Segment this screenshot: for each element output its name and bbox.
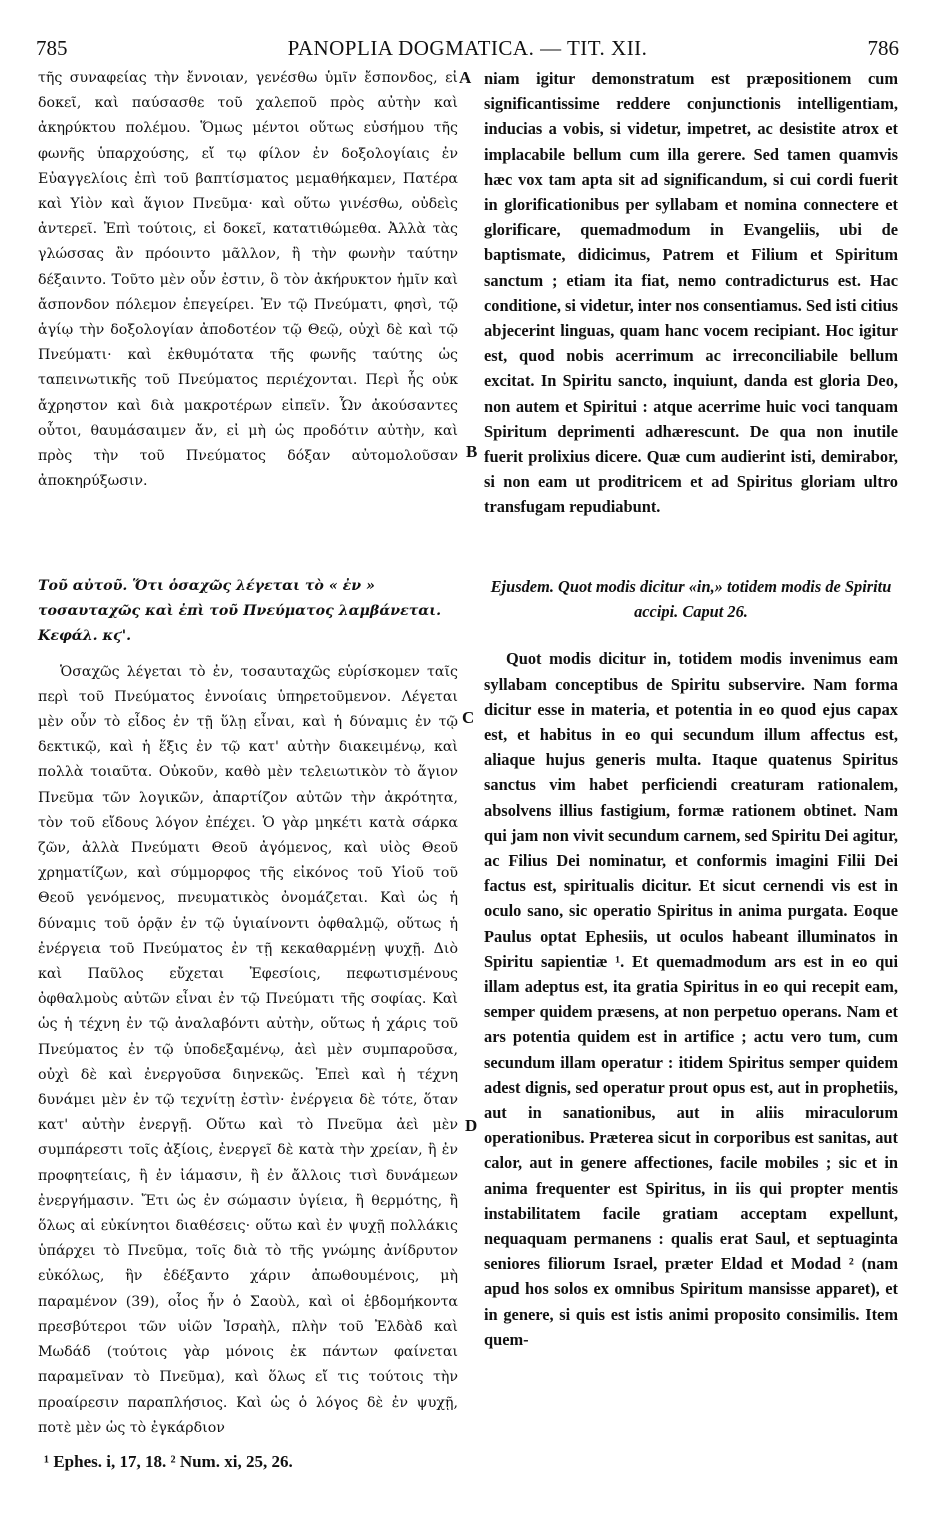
greek-body-text: Ὁσαχῶς λέγεται τὸ ἐν, τοσαυταχῶς εὑρίσκομεν ταῖς περὶ τοῦ Πνεύματος ἐννοίαις ὑπηρετοῦμενον. Λέγεται μὲν οὖν τὸ εἶδος ἐν τῇ ὕλῃ εἶναι, καὶ ἡ δύναμις ἐν τῷ δεκτικῷ, καὶ ἡ ἕξις ἐν τῷ κατ' αὐτὴν διακειμένῳ, καὶ πολλὰ τοιαῦτα. Οὐκοῦν, καθὸ μὲν τελειωτικὸν τὸ ἅγιον Πνεῦμα τῶν λογικῶν, ἀπαρτίζον αὐτῶν τὴν ἀκρότητα, τὸν τοῦ εἴδους λόγον ἐπέχει. Ὁ γὰρ μηκέτι κατὰ σάρκα ζῶν, ἀλλὰ Πνεύματι Θεοῦ ἀγόμενος, καὶ υἱὸς Θεοῦ χρηματίζων, καὶ σύμμορφος τῆς εἰκόνος τοῦ Υἱοῦ τοῦ Θεοῦ γενόμενος, πνευματικὸς ὀνομάζεται. Καὶ ὡς ἡ δύναμις τοῦ ὁρᾷν ἐν τῷ ὑγιαίνοντι ὀφθαλμῷ, οὕτως ἡ ἐνέργεια τοῦ Πνεύματος ἐν τῇ κεκαθαρμένῃ ψυχῇ. Διὸ καὶ Παῦλος εὔχεται Ἐφεσίοις, πεφωτισμένους ὀφθαλμοὺς αὐτῶν εἶναι ἐν τῷ Πνεύματι τῆς σοφίας. Καὶ ὡς ἡ τέχνη ἐν τῷ ἀναλαβόντι αὐτὴν, οὕτως ἡ χάρις τοῦ Πνεύματος ἐν τῷ ὑποδεξαμένῳ, ἀεὶ μὲν συμπαροῦσα, οὐχὶ δὲ καὶ ἐνεργοῦσα διηνεκῶς. Ἐπεὶ καὶ ἡ τέχνη δυνάμει μὲν ἐν τῷ τεχνίτῃ ἐστὶν· ἐνέργεια δὲ τότε, ὅταν κατ' αὐτὴν ἐνεργῇ. Οὕτω καὶ τὸ Πνεῦμα ἀεὶ μὲν συμπάρεστι τοῖς ἀξίοις, ἐνεργεῖ δὲ κατὰ τὴν χρείαν, ἢ ἐν προφητείαις, ἢ ἐν ἰάμασιν, ἢ ἐν ἄλλοις τισὶ δυνάμεων ἐνεργήμασιν. Ἔτι ὡς ἐν σώμασιν ὑγίεια, ἢ θερμότης, ἢ ὅλως αἱ εὐκίνητοι διαθέσεις· οὕτω καὶ ἐν ψυχῇ πολλάκις ὑπάρχει τὸ Πνεῦμα, τοῖς διὰ τὸ τῆς γνώμης ἀνίδρυτον εὐκόλως, ἣν ἐδέξαντο χάριν ἀπωθουμένοις, μὴ παραμένον (39), οἷος ἦν ὁ Σαοὺλ, καὶ οἱ ἑβδομήκοντα πρεσβύτεροι τῶν υἱῶν Ἰσραὴλ, πλὴν τοῦ Ἐλδὰδ καὶ Μωδάδ (τούτοις γὰρ μόνοις ἐκ πάντων φαίνεται παραμεῖναν τὸ Πνεῦμα), καὶ ὅλως εἴ τις τούτοις τὴν προαίρεσιν παραπλήσιος. Καὶ ὡς ὁ λόγος δὲ ἐν ψυχῇ, ποτὲ μὲν ὡς τὸ ἐγκάρδιον <box>38 663 458 1436</box>
greek-top-text <box>38 66 458 494</box>
greek-section <box>38 574 458 1441</box>
footnotes: ¹ Ephes. i, 17, 18. ² Num. xi, 25, 26. <box>44 1452 293 1471</box>
page-header <box>36 36 899 62</box>
running-title: PANOPLIA DOGMATICA. — TIT. XII. <box>287 36 648 60</box>
margin-marker-a: A <box>459 68 472 87</box>
latin-body-text: Quot modis dicitur in, totidem modis invenimus eam syllabam conceptibus de Spiritu subservire. Nam forma dicitur esse in materia, et potentia in eo quod ejus capax est, et habitus in eo qui secundum illum affectus est, aliaque hujus generis multa. Itaque quatenus Spiritus sanctus vim habet perficiendi creaturam rationalem, absolvens illius fastigium, formæ rationem obtinet. Nam qui jam non vivit secundum carnem, sed Spiritu Dei agitur, ac Filius Dei nominatur, et conformis imagini Filii Dei factus est, spiritualis dicitur. Et sicut cernendi vis est in oculo sano, sic operatio Spiritus in anima purgata. Eoque Paulus optat Ephesiis, ut oculos habeant illuminatos in Spiritu sapientiæ ¹. Et quemadmodum ars est in eo qui illam adeptus est, ita gratia Spiritus in eo qui recepit eam, semper quidem præsens, at non perpetuo operans. Nam et ars potentia quidem est in artifice ; actu vero tum, cum secundum illam operatur : itidem Spiritus semper quidem adest dignis, sed operatur prout opus est, aut in prophetiis, aut in sanationibus, aut in aliis miraculorum operationibus. Præterea sicut in corporibus est sanitas, aut calor, aut in genere affectiones, facile mobiles ; sic et in anima frequenter est Spiritus, in iis qui propter mentis instabilitatem facile gratiam acceptam expellunt, nequaquam permanens : qualis erat Saul, et septuaginta seniores filiorum Israel, præter Eldad et Modad ² (nam apud hos solos ex omnibus Spiritum mansisse apparet), et in genere, si quis est istis animi proposito consimilis. Item quem- <box>484 649 898 1349</box>
margin-marker-b: B <box>466 442 478 461</box>
margin-marker-c: C <box>462 708 475 727</box>
greek-paragraph-1: τῆς συναφείας τὴν ἔννοιαν, γενέσθω ὑμῖν ἔσπονδος, εἰ δοκεῖ, καὶ παύσασθε τοῦ χαλεποῦ πρὸς αὐτὴν καὶ ἀκηρύκτου πολέμου. Ὅμως μέντοι οὕτως εὐσήμου τῆς φωνῆς ὑπαρχούσης, εἴ τῳ φίλον ἐν δοξολογίαις ἐν Εὐαγγελίοις ἐπὶ τοῦ βαπτίσματος μεμαθήκαμεν, Πατέρα καὶ Υἱὸν καὶ ἅγιον Πνεῦμα· καὶ οὕτω γινέσθω, οὐδεὶς ἀντερεῖ. Ἐπὶ τούτοις, εἰ δοκεῖ, κατατιθώμεθα. Ἀλλὰ τὰς γλώσσας ἂν πρόοιντο μᾶλλον, ἢ τὴν φωνὴν ταύτην δέξαιντο. Τοῦτο μὲν οὖν ἐστιν, ὃ τὸν ἀκήρυκτον ἡμῖν καὶ ἄσπονδον πόλεμον ἐπεγείρει. Ἐν τῷ Πνεύματι, φησὶ, τῷ ἁγίῳ τὴν δοξολογίαν ἀποδοτέον τῷ Θεῷ, οὐχὶ δὲ καὶ τῷ Πνεύματι· καὶ ἐκθυμότατα τῆς φωνῆς ταύτης ὡς ταπεινωτικῆς τοῦ Πνεύματος περιέχονται. Περὶ ἧς οὐκ ἄχρηστον καὶ διὰ μακροτέρων εἰπεῖν. Ὧν ἀκούσαντες οὗτοι, θαυμάσαιμεν ἄν, εἰ μὴ ὡς προδότιν αὐτὴν, καὶ πρὸς τὴν τοῦ Πνεύματος δόξαν αὐτομολοῦσαν ἀποκηρύξωσιν. <box>38 70 458 490</box>
greek-section-title: Τοῦ αὐτοῦ. Ὅτι ὁσαχῶς λέγεται τὸ « ἐν » τοσαυταχῶς καὶ ἐπὶ τοῦ Πνεύματος λαμβάνεται. Κεφάλ. κϛ'. <box>38 578 442 645</box>
latin-section <box>484 574 898 1352</box>
left-page-number: 785 <box>36 36 68 60</box>
latin-top-text <box>484 66 898 520</box>
latin-section-title: Ejusdem. Quot modis dicitur «in,» totidem modis de Spiritu accipi. Caput 26. <box>490 577 892 622</box>
latin-paragraph-1: niam igitur demonstratum est præpositionem cum significantissime reddere conjunctionis intelligentiam, inducias a vobis, si videtur, impetret, ac desistite atrox et implacabile bellum cum illa gerere. Sed tamen quamvis hæc vox tam apta sit ad significandum, si cui cordi fuerit in glorificationibus per syllabam et nomina connectere et glorificare, quemadmodum in Evangeliis, ubi de baptismate, didicimus, Patrem et Filium et Spiritum sanctum ; etiam ita fiat, nemo contradicturus est. Hac conditione, si videtur, inter nos consentiamus. Sed isti citius abjecerint linguas, quam hanc vocem recipiant. Hoc igitur est, quod nobis acerrimum ac irreconciliabile bellum excitat. In Spiritu sancto, inquiunt, danda est gloria Deo, non autem et Spiritui : atque acerrime huic voci tanquam Spiritum deprimenti adhærescunt. De qua non inutile fuerit prolixius dicere. Quæ cum audierint isti, demirabor, si non eam ut proditricem et ad Spiritus gloriam ultro transfugam repudiabunt. <box>484 69 898 517</box>
right-page-number: 786 <box>867 36 899 60</box>
margin-marker-d: D <box>465 1116 478 1135</box>
